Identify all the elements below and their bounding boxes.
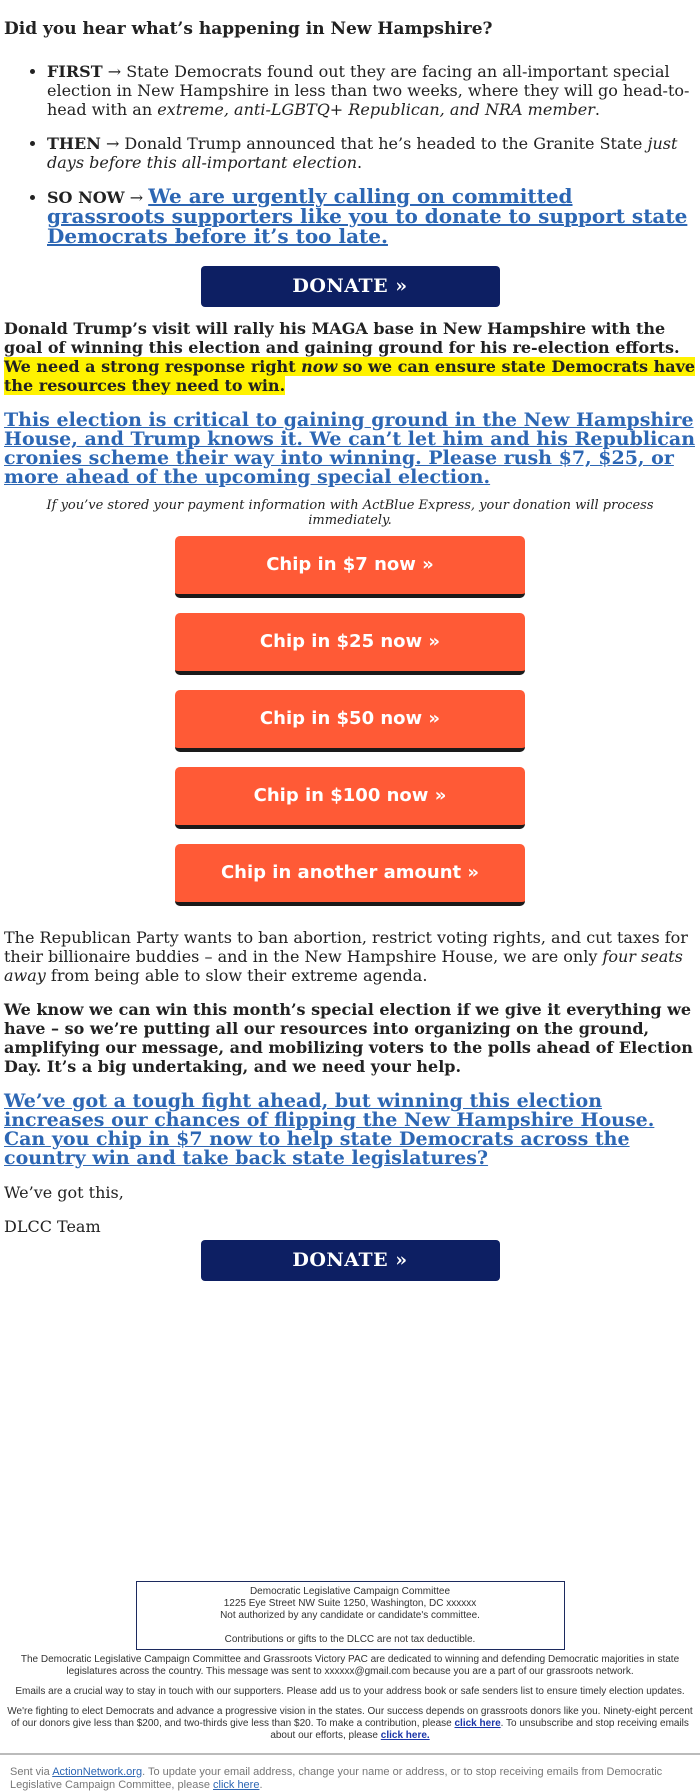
bullet-then: • THEN → Donald Trump announced that he’s headed to the Granite State just days before this all-important election. <box>47 134 696 172</box>
first-text: State Democrats found out they are facing an all-important special election in New Hampshire in less than two weeks, where they will go head-to-head with an <box>47 62 690 119</box>
authorization-note: Not authorized by any candidate or candidate's committee. <box>220 1610 480 1621</box>
chip-25-button[interactable]: Chip in $25 now » <box>175 613 525 675</box>
first-label: FIRST <box>47 62 103 81</box>
bullet-first: • FIRST → State Democrats found out they are facing an all-important special election in New Hampshire in less than two weeks, where they will go head-to-head with an extreme, anti-LGBTQ+ Republican, and NRA member. <box>47 62 696 119</box>
org-address: 1225 Eye Street NW Suite 1250, Washington, DC xxxxxx <box>223 1598 477 1609</box>
first-italic: extreme, anti-LGBTQ+ Republican, and NRA member <box>157 100 595 119</box>
fighting-note: We're fighting to elect Democrats and advance a progressive vision in the states. Our success depends on grassroots donors like you. Ninety-eight percent of our donors give less than $200, and two-thirds give less than $20. To make a contribution, please click here. To unsubscribe and stop receiving emails about our efforts, please click here. <box>7 1706 693 1741</box>
arrow-icon: → <box>105 134 120 153</box>
arrow-icon: → <box>129 188 144 207</box>
chip-other-button[interactable]: Chip in another amount » <box>175 844 525 906</box>
unsubscribe-link[interactable]: click here. <box>380 1730 430 1741</box>
action-network-footer: Sent via ActionNetwork.org. To update your email address, change your name or address, or to stop receiving emails from Democratic Legislative Campaign Committee, please click here. <box>0 1753 700 1792</box>
chip-buttons <box>4 536 696 906</box>
chip-7-button[interactable]: Chip in $7 now » <box>175 536 525 598</box>
tough-fight-link[interactable]: We’ve got a tough fight ahead, but winning this election increases our chances of flipping the New Hampshire House. Can you chip in $7 now to help state Democrats across the country win and take back state legislatures? <box>4 1090 655 1169</box>
contribute-link[interactable]: click here <box>454 1718 501 1729</box>
actblue-note: If you’ve stored your payment information with ActBlue Express, your donation will process immediately. <box>46 498 654 528</box>
emails-note: Emails are a crucial way to stay in touch with our supporters. Please add us to your address book or safe senders list to ensure timely election updates. <box>15 1686 685 1697</box>
so-now-label: SO NOW <box>47 188 125 207</box>
arrow-icon: → <box>107 62 122 81</box>
update-preferences-link[interactable]: click here <box>213 1779 260 1791</box>
closing-line: We’ve got this, <box>4 1183 124 1202</box>
bullet-so-now <box>47 184 696 248</box>
dedicated-note: The Democratic Legislative Campaign Committee and Grassroots Victory PAC are dedicated to winning and defending Democratic majorities in state legislatures across the country. This message was sent to xxxxxx@gmail.com because you are a part of our grassroots network. <box>20 1654 680 1677</box>
signature: DLCC Team <box>4 1217 101 1236</box>
disclaimer-box <box>136 1581 565 1650</box>
donate-button-bottom[interactable]: DONATE » <box>201 1240 500 1281</box>
gop-paragraph: The Republican Party wants to ban abortion, restrict voting rights, and cut taxes for their billionaire buddies – and in the New Hampshire House, we are only four seats away from being able to slow their extreme agenda. <box>4 928 688 985</box>
chip-50-button[interactable]: Chip in $50 now » <box>175 690 525 752</box>
org-name: Democratic Legislative Campaign Committee <box>249 1586 451 1597</box>
headline: Did you hear what’s happening in New Hampshire? <box>4 19 493 39</box>
donate-button-top[interactable]: DONATE » <box>201 266 500 307</box>
win-paragraph: We know we can win this month’s special election if we give it everything we have – so we’re putting all our resources into organizing on the ground, amplifying our message, and mobilizing voters to the polls ahead of Election Day. It’s a big undertaking, and we need your help. <box>4 1000 693 1076</box>
critical-election-link[interactable]: This election is critical to gaining ground in the New Hampshire House, and Trump knows it. We can’t let him and his Republican cronies scheme their way into winning. Please rush $7, $25, or more ahead of the upcoming special election. <box>4 409 696 488</box>
rally-paragraph: Donald Trump’s visit will rally his MAGA base in New Hampshire with the goal of winning this election and gaining ground for his re-election efforts. We need a strong response right now so we can ensure state Democrats have the resources they need to win. <box>4 319 696 395</box>
then-label: THEN <box>47 134 101 153</box>
chip-100-button[interactable]: Chip in $100 now » <box>175 767 525 829</box>
action-network-link[interactable]: ActionNetwork.org <box>52 1766 143 1778</box>
tax-note: Contributions or gifts to the DLCC are not tax deductible. <box>224 1634 476 1645</box>
then-text: Donald Trump announced that he’s headed to the Granite State <box>119 134 648 153</box>
bullet-list <box>4 62 696 247</box>
highlighted-call: We need a strong response right now so we can ensure state Democrats have the resources they need to win. <box>4 357 696 395</box>
donate-urgent-link[interactable]: We are urgently calling on committed grassroots supporters like you to donate to support state Democrats before it’s too late. <box>47 184 688 248</box>
then-italic: just days before this all-important election <box>47 134 678 172</box>
